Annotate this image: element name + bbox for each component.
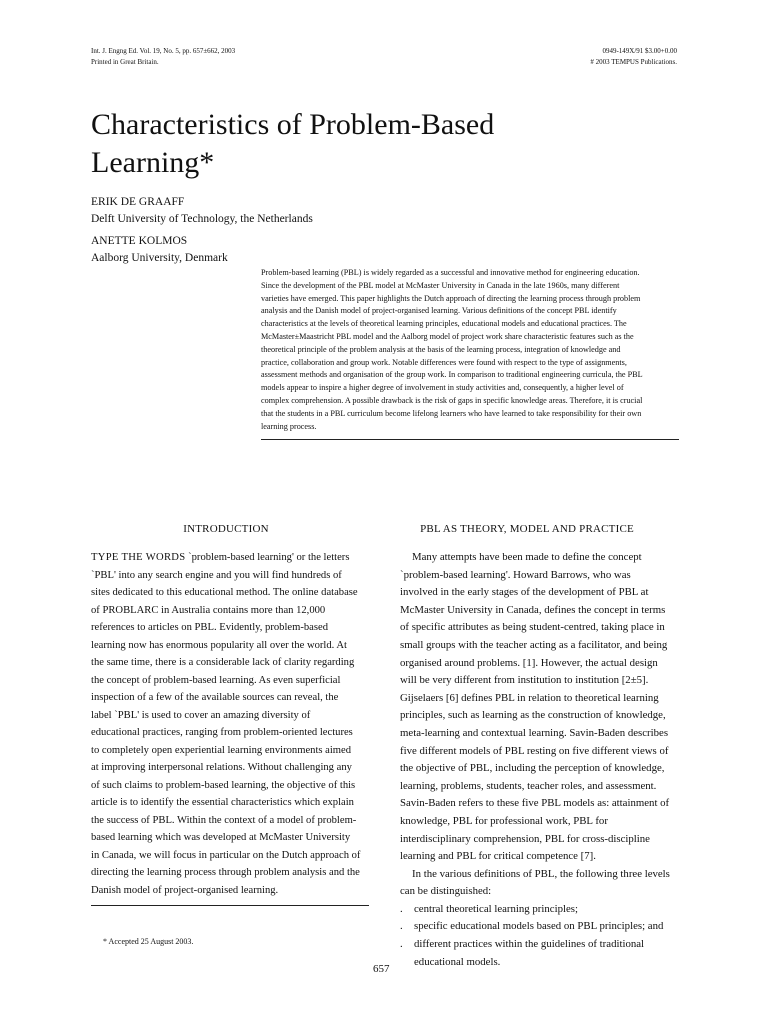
list-item-text: specific educational models based on PBL principles; and	[414, 920, 664, 933]
list-item	[400, 901, 670, 919]
list-item	[400, 936, 670, 971]
introduction-text: `problem-based learning' or the letters `PBL' into any search engine and you will find hundreds of sites dedicated to this educational method. The online database of PROBLARC in Australia contains more than 12,000 references to articles on PBL. Evidently, problem-based learning now has enormous popularity all over the world. At the same time, there is a considerable lack of clarity regarding the concept of problem-based learning. As even superficial inspection of a few of the available sources can reveal, the label `PBL' is used to cover an amazing diversity of educational practices, ranging from problem-oriented lectures to completely open experiential learning environments aimed at improving interpersonal relations. Without challenging any of such claims to problem-based learning, the objective of this article is to identify the essential characteristics which explain the success of PBL. Within the context of a model of problem-based learning which was developed at McMaster University in Canada, we will focus in particular on the Dutch approach of directing the learning process through problem analysis and the Danish model of project-organised learning.	[91, 552, 361, 896]
paper-title: Characteristics of Problem-Based Learning*	[91, 108, 495, 179]
journal-header-right	[590, 46, 677, 68]
author-name: ERIK DE GRAAFF	[91, 196, 185, 208]
journal-header-left	[91, 46, 235, 68]
footnote-divider	[91, 905, 369, 906]
abstract: Problem-based learning (PBL) is widely regarded as a successful and innovative method for engineering education. Since the development of the PBL model at McMaster University in Canada in the late 1960s, many different varieties have emerged. This paper highlights the Dutch approach of directing the learning process through problem analysis and the Danish model of project-organised learning. Various definitions of the concept PBL identify characteristics at the levels of theoretical learning principles, educational models and educational practices. The McMaster±Maastricht PBL model and the Aalborg model of project work share characteristic features such as the theoretical principle of the problem analysis at the basis of the learning process, integration of knowledge and practice, collaboration and group work. Notable differences were found with respect to the type of assignments, assessment methods and organisation of the group work. In comparison to traditional engineering curricula, the PBL models appear to inspire a higher degree of involvement in study activities and, consequently, a higher level of complex comprehension. A possible drawback is the risk of gaps in specific knowledge areas. Therefore, it is crucial that the students in a PBL curriculum become lifelong learners who have learned to take responsibility for their own learning process.	[261, 268, 643, 431]
body-paragraph: Many attempts have been made to define the concept `problem-based learning'. Howard Barrows, who was involved in the early stages of the development of PBL at McMaster University in Canada, defines the concept in terms of specific attributes as being student-centred, taking place in small groups with the teacher acting as a facilitator, and being organised around problems. [1]. However, the actual design will be very different from institution to institution [2±5]. Gijselaers [6] defines PBL in relation to theoretical learning principles, such as learning as the construction of knowledge, meta-learning and contextual learning. Savin-Baden describes five different models of PBL resting on five different views of the objective of PBL, including the perception of knowledge, learning, problems, students, teacher roles, and assessment. Savin-Baden refers to these five PBL models as: attainment of knowledge, PBL for professional work, PBL for interdisciplinary comprehension, PBL for cross-discipline learning and PBL for critical competence [7].	[400, 551, 670, 863]
introduction-paragraph	[91, 549, 361, 899]
list-item-text: central theoretical learning principles;	[414, 902, 578, 915]
printed-in: Printed in Great Britain.	[91, 58, 159, 66]
bullet-mark: .	[400, 938, 403, 951]
author-affiliation: Aalborg University, Denmark	[91, 252, 228, 264]
section-heading-pbl-theory: PBL AS THEORY, MODEL AND PRACTICE	[420, 523, 634, 535]
introduction-body	[91, 549, 361, 899]
section-heading-introduction: INTRODUCTION	[183, 523, 269, 535]
pbl-theory-body	[400, 549, 670, 971]
body-paragraph: In the various definitions of PBL, the following three levels can be distinguished:	[400, 867, 670, 898]
copyright: # 2003 TEMPUS Publications.	[590, 58, 677, 66]
journal-citation: Int. J. Engng Ed. Vol. 19, No. 5, pp. 657±662, 2003	[91, 47, 236, 55]
levels-list	[400, 901, 670, 971]
abstract-divider	[261, 439, 679, 440]
issn-price: 0949-149X/91 $3.00+0.00	[602, 47, 677, 55]
bullet-mark: .	[400, 920, 403, 933]
author-name: ANETTE KOLMOS	[91, 235, 188, 247]
bullet-mark: .	[400, 902, 403, 915]
lead-in-words: TYPE THE WORDS	[91, 552, 186, 563]
author-affiliation: Delft University of Technology, the Netherlands	[91, 213, 313, 225]
list-item	[400, 918, 670, 936]
list-item-text: different practices within the guidelines of traditional educational models.	[414, 938, 645, 968]
footnote: * Accepted 25 August 2003.	[103, 937, 194, 946]
page-number: 657	[373, 963, 390, 975]
